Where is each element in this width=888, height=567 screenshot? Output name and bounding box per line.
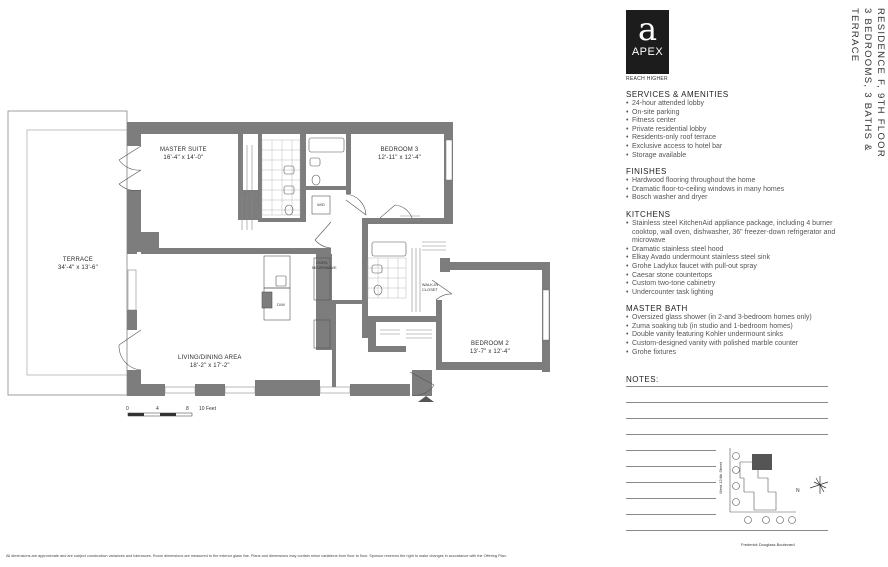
room-name: BEDROOM 3 xyxy=(380,147,419,153)
list-item: • Fitness center xyxy=(626,117,836,126)
list-item: • Dramatic stainless steel hood xyxy=(626,246,836,255)
bath2-tiles xyxy=(368,258,406,298)
note-line xyxy=(626,386,828,387)
residence-title-text xyxy=(848,8,887,208)
note-line xyxy=(626,498,716,499)
list-item: • Grohe fixtures xyxy=(626,349,836,358)
list-item: • Stainless steel KitchenAid appliance package, including 4 burner cooktop, wall oven, dishwasher, 36" freezer-down refrigerator and microwave xyxy=(626,220,836,246)
room-dims: 18'-2" x 17'-2" xyxy=(189,363,230,369)
list-item: • Exclusive access to hotel bar xyxy=(626,143,836,152)
range xyxy=(262,292,272,308)
terrace-outline xyxy=(8,111,127,395)
scale-ten: 10 Feet xyxy=(199,406,216,412)
section-title: KITCHENS xyxy=(626,209,671,219)
entry-marker xyxy=(418,396,434,402)
room-bedroom2 xyxy=(470,340,510,356)
room-dims: 34'-4" x 13'-6" xyxy=(58,265,98,271)
room-dims: 16'-4" x 14'-0" xyxy=(163,155,204,161)
logo-tagline: REACH HIGHER xyxy=(626,76,668,82)
street-label-south: Frederick Douglass Boulevard xyxy=(741,542,795,547)
section-services xyxy=(626,90,836,160)
room-dims: 12'-11" x 12'-4" xyxy=(378,155,421,161)
key-plan xyxy=(716,448,830,540)
list-item: • Zuma soaking tub (in studio and 1-bedroom homes) xyxy=(626,323,836,332)
room-name: MASTER SUITE xyxy=(160,147,207,153)
residence-line-2: 3 BEDROOMS, 3 BATHS & TERRACE xyxy=(849,8,873,152)
list-item: • Caesar stone countertops xyxy=(626,272,836,281)
key-plan-highlight xyxy=(752,454,772,470)
list-item: • 24-hour attended lobby xyxy=(626,100,836,109)
section-title: SERVICES & AMENITIES xyxy=(626,90,729,99)
list-item: • Double vanity featuring Kohler undermount sinks xyxy=(626,331,836,340)
tub xyxy=(309,138,344,152)
room-terrace xyxy=(58,256,98,272)
list-item: • Undercounter task lighting xyxy=(626,289,836,298)
section-title: FINISHES xyxy=(626,167,667,177)
list-item: • Bosch washer and dryer xyxy=(626,194,836,203)
room-bedroom3 xyxy=(378,146,421,162)
terrace-inner xyxy=(27,130,127,375)
disclaimer: All dimensions are approximate and are subject construction variances and tolerances. Room dimensions are measured to the exterior glass line. Plans and dimensions may contain minor variations from floor to floor. Sponsor reserves the right to make changes in accordance with the Offering Plan. xyxy=(6,554,507,558)
details-list xyxy=(626,90,836,364)
list-item: • Elkay Avado undermount stainless steel sink xyxy=(626,254,836,263)
note-line xyxy=(626,482,716,483)
street-label-west: West 124th Street xyxy=(718,462,723,494)
list-item: • Private residential lobby xyxy=(626,126,836,135)
scale-eight: 8 xyxy=(186,406,189,412)
list-item: • Residents-only roof terrace xyxy=(626,134,836,143)
section-master-bath xyxy=(626,304,836,357)
note-line xyxy=(626,402,828,403)
section-title: MASTER BATH xyxy=(626,304,688,314)
room-master-suite xyxy=(160,146,207,162)
note-line xyxy=(626,514,716,515)
room-living xyxy=(178,354,242,370)
residence-line-1: RESIDENCE F, 9TH FLOOR xyxy=(875,8,886,159)
oven-label: OVEN, MICROWAVE xyxy=(312,260,337,270)
list-item: • Grohe Ladylux faucet with pull-out spray xyxy=(626,263,836,272)
room-dims: 13'-7" x 12'-4" xyxy=(470,349,510,355)
wd-label: W/D xyxy=(317,202,325,207)
list-item: • Storage available xyxy=(626,152,836,161)
north-label: N xyxy=(796,488,800,494)
dw-label: D/W xyxy=(277,302,285,307)
scale-zero: 0 xyxy=(126,406,129,412)
section-finishes xyxy=(626,167,836,203)
toilet xyxy=(312,175,320,185)
note-line xyxy=(626,466,716,467)
doors xyxy=(119,146,452,395)
logo-brand: APEX xyxy=(631,46,664,58)
room-name: BEDROOM 2 xyxy=(471,341,509,347)
residence-title xyxy=(848,8,888,208)
note-line xyxy=(626,450,716,451)
scale-four: 4 xyxy=(156,406,159,412)
note-line xyxy=(626,418,828,419)
section-kitchens xyxy=(626,210,836,297)
walk-in-closet-label: WALK-IN CLOSET xyxy=(421,282,439,292)
note-line xyxy=(626,434,828,435)
scale-bar xyxy=(128,413,192,416)
list-item: • Oversized glass shower (in 2-and 3-bedroom homes only) xyxy=(626,314,836,323)
list-item: • Dramatic floor-to-ceiling windows in many homes xyxy=(626,186,836,195)
logo-glyph: a xyxy=(637,10,658,48)
sink xyxy=(276,276,286,286)
sink xyxy=(372,265,382,273)
list-item: • On-site parking xyxy=(626,109,836,118)
sink xyxy=(310,158,320,166)
notes-title: NOTES: xyxy=(626,375,659,384)
room-name: TERRACE xyxy=(62,257,93,263)
apex-logo xyxy=(626,10,669,74)
tub-bath2 xyxy=(372,242,406,256)
list-item: • Custom-designed vanity with polished marble counter xyxy=(626,340,836,349)
room-name: LIVING/DINING AREA xyxy=(178,355,242,361)
list-item: • Custom two-tone cabinetry xyxy=(626,280,836,289)
master-bath-tiles xyxy=(262,140,300,215)
list-item: • Hardwood flooring throughout the home xyxy=(626,177,836,186)
